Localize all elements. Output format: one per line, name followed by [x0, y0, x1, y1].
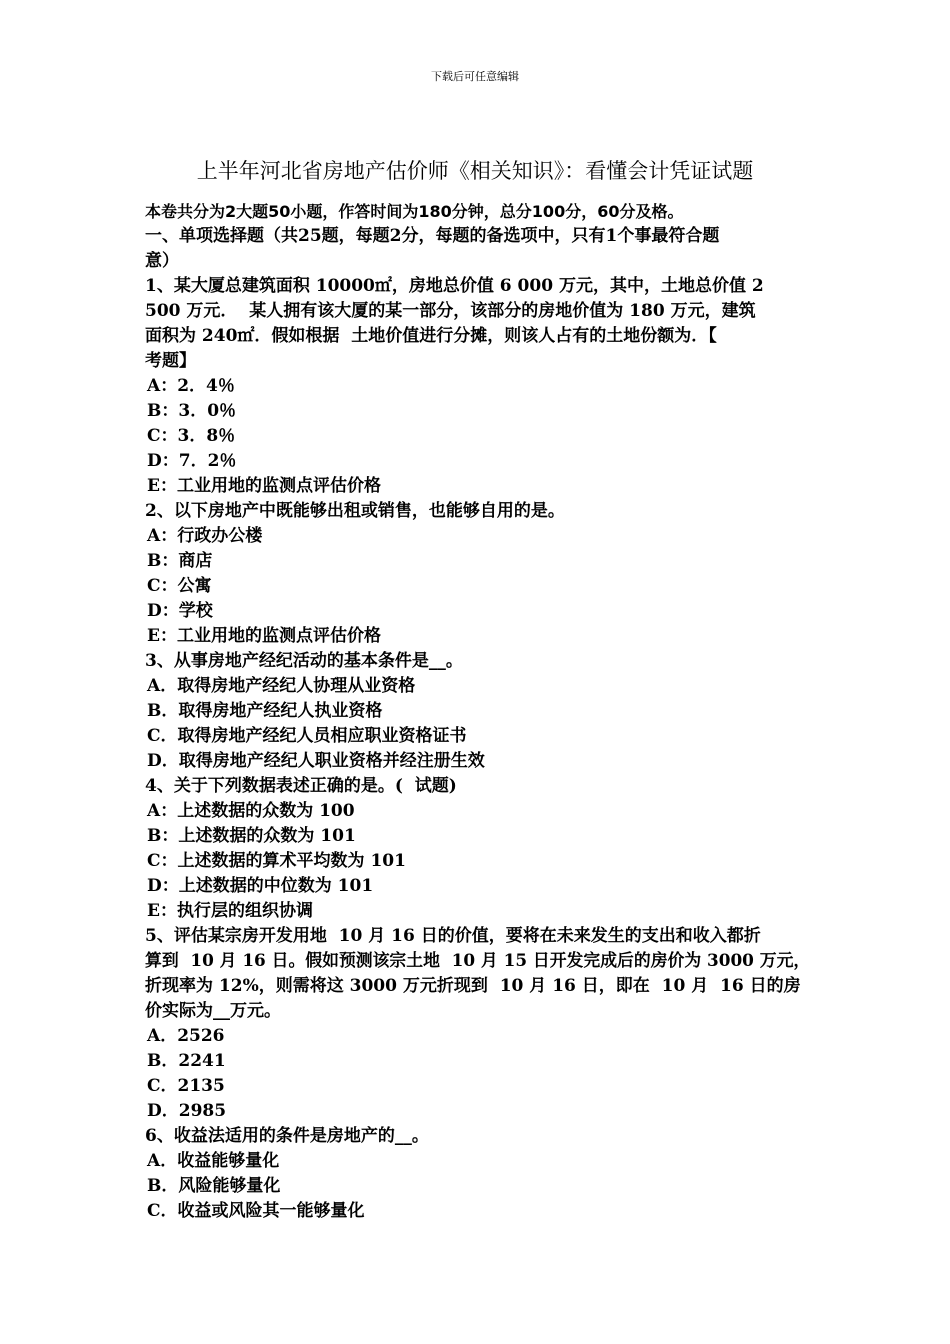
- option-a: A．2526: [147, 1026, 225, 1046]
- option-a: A：上述数据的众数为 100: [147, 801, 355, 821]
- option-d: D．取得房地产经纪人职业资格并经注册生效: [147, 751, 485, 771]
- question-2: [145, 499, 810, 649]
- question-3: [145, 649, 810, 774]
- section-heading-line: 意）: [145, 251, 179, 271]
- question-6: [145, 1124, 810, 1224]
- document-title: 上半年河北省房地产估价师《相关知识》：看懂会计凭证试题: [196, 159, 754, 183]
- option-e: E：工业用地的监测点评估价格: [147, 626, 381, 646]
- question-text-line: 3、从事房地产经纪活动的基本条件是__。: [145, 651, 463, 671]
- option-a: A．取得房地产经纪人协理从业资格: [147, 676, 416, 696]
- question-text-line: 折现率为 12%，则需将这 3000 万元折现到 10 月 16 日，即在 10 月 16 日的房: [145, 976, 801, 996]
- question-text-line: 5、评估某宗房开发用地 10 月 16 日的价值，要将在未来发生的支出和收入都折: [145, 926, 761, 946]
- question-text-line: 算到 10 月 16 日。假如预测该宗土地 10 月 15 日开发完成后的房价为 3000 万元，: [145, 951, 811, 971]
- section-heading-line: 一、单项选择题（共25题，每题2分，每题的备选项中，只有1个事最符合题: [145, 226, 720, 246]
- question-5: [145, 924, 810, 1124]
- option-c: C．收益或风险其一能够量化: [147, 1201, 365, 1221]
- question-text-line: 4、关于下列数据表述正确的是。( 试题): [145, 776, 457, 796]
- option-c: C：3．8％: [147, 426, 236, 446]
- option-c: C．取得房地产经纪人员相应职业资格证书: [147, 726, 467, 746]
- question-text-line: 价实际为__万元。: [145, 1001, 281, 1021]
- option-b: B．风险能够量化: [147, 1176, 281, 1196]
- question-1: [145, 274, 810, 499]
- question-text-line: 500 万元． 某人拥有该大厦的某一部分，该部分的房地价值为 180 万元，建筑: [145, 301, 756, 321]
- option-b: B．取得房地产经纪人执业资格: [147, 701, 383, 721]
- option-a: A：行政办公楼: [147, 526, 263, 546]
- option-b: B．2241: [147, 1051, 226, 1071]
- option-b: B：商店: [147, 551, 213, 571]
- document-body: [145, 199, 810, 1224]
- option-d: D：学校: [147, 601, 213, 621]
- exam-intro: 本卷共分为2大题50小题，作答时间为180分钟，总分100分，60分及格。: [145, 202, 684, 221]
- option-a: A：2．4％: [147, 376, 235, 396]
- question-4: [145, 774, 810, 924]
- option-e: E：工业用地的监测点评估价格: [147, 476, 381, 496]
- question-text-line: 6、收益法适用的条件是房地产的__。: [145, 1126, 429, 1146]
- option-d: D：上述数据的中位数为 101: [147, 876, 374, 896]
- option-e: E：执行层的组织协调: [147, 901, 313, 921]
- option-b: B：3．0％: [147, 401, 237, 421]
- header-note: 下载后可任意编辑: [431, 70, 519, 83]
- question-text-line: 面积为 240㎡．假如根据 土地价值进行分摊，则该人占有的土地份额为．【: [145, 326, 717, 346]
- option-c: C．2135: [147, 1076, 225, 1096]
- option-c: C：上述数据的算术平均数为 101: [147, 851, 406, 871]
- option-d: D：7．2％: [147, 451, 237, 471]
- question-text-line: 1、某大厦总建筑面积 10000㎡，房地总价值 6 000 万元，其中，土地总价值 2: [145, 276, 764, 296]
- option-c: C：公寓: [147, 576, 212, 596]
- question-text-line: 2、以下房地产中既能够出租或销售，也能够自用的是。: [145, 501, 565, 521]
- question-text-line: 考题】: [145, 351, 196, 371]
- option-b: B：上述数据的众数为 101: [147, 826, 356, 846]
- option-d: D．2985: [147, 1101, 227, 1121]
- option-a: A．收益能够量化: [147, 1151, 280, 1171]
